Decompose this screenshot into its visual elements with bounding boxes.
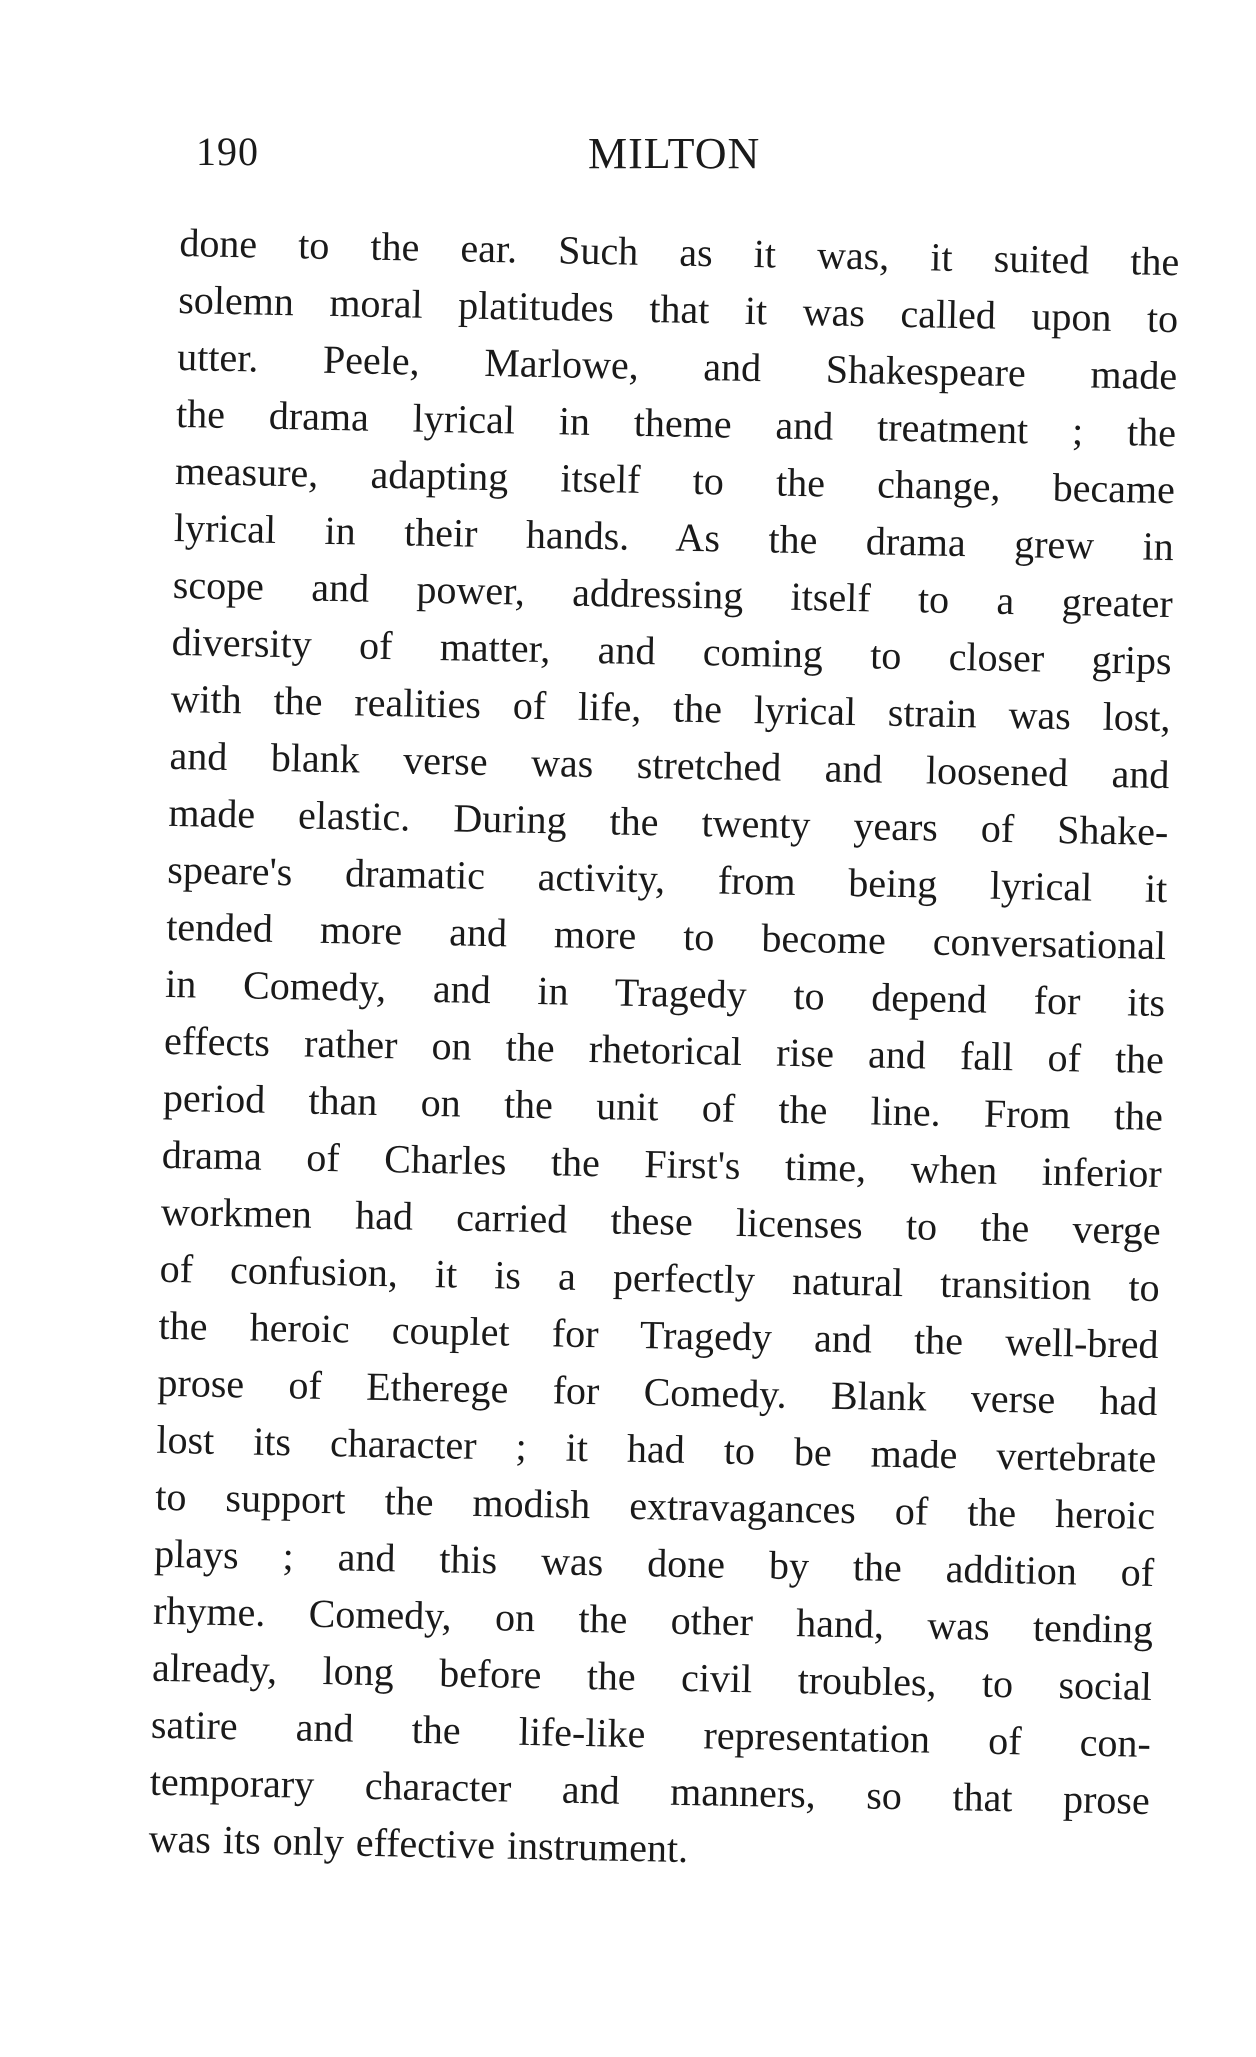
running-title: MILTON [588, 129, 761, 178]
text-line: prose of Etherege for Comedy. Blank verse had [157, 1359, 1158, 1424]
text-line: done to the ear. Such as it was, it suited the [179, 219, 1180, 285]
text-line: diversity of matter, and coming to closer grips [171, 618, 1173, 684]
text-line: utter. Peele, Marlowe, and Shakespeare made [176, 333, 1178, 399]
running-head [196, 128, 1186, 188]
text-line: lyrical in their hands. As the drama grew in [173, 504, 1175, 570]
body-text [148, 214, 1180, 1886]
text-line: solemn moral platitudes that it was called upon to [177, 276, 1179, 342]
text-line: scope and power, addressing itself to a greater [172, 561, 1174, 627]
text-line: the drama lyrical in theme and treatment ; the [175, 390, 1177, 456]
text-line: and blank verse was stretched and loosened and [169, 732, 1170, 798]
text-line: was its only effective instrument. [148, 1815, 689, 1872]
text-line: made elastic. During the twenty years of Shake- [168, 789, 1169, 855]
text-line: already, long before the civil troubles, to social [151, 1644, 1153, 1709]
text-line: measure, adapting itself to the change, became [174, 447, 1176, 513]
text-line: temporary character and manners, so that prose [149, 1758, 1151, 1823]
text-line: of confusion, it is a perfectly natural transition to [159, 1245, 1161, 1310]
text-line: to support the modish extravagances of the heroic [154, 1473, 1156, 1538]
text-line: in Comedy, and in Tragedy to depend for its [164, 960, 1166, 1026]
text-line: effects rather on the rhetorical rise and fall of the [163, 1017, 1165, 1083]
text-line: with the realities of life, the lyrical strain was lost, [170, 675, 1171, 741]
text-line: workmen had carried these licenses to the verge [160, 1188, 1162, 1254]
text-line: tended more and more to become conversational [165, 903, 1167, 969]
page-number: 190 [196, 129, 259, 174]
text-line: the heroic couplet for Tragedy and the well-bred [158, 1302, 1159, 1367]
text-line: plays ; and this was done by the addition of [153, 1530, 1155, 1595]
text-line: speare's dramatic activity, from being lyrical it [166, 846, 1168, 912]
text-line: period than on the unit of the line. From the [162, 1074, 1164, 1140]
text-line: drama of Charles the First's time, when inferior [161, 1131, 1163, 1197]
text-line: rhyme. Comedy, on the other hand, was tending [152, 1587, 1154, 1652]
text-line: lost its character ; it had to be made vertebrate [156, 1416, 1157, 1481]
text-line: satire and the life-like representation of con- [150, 1701, 1152, 1766]
